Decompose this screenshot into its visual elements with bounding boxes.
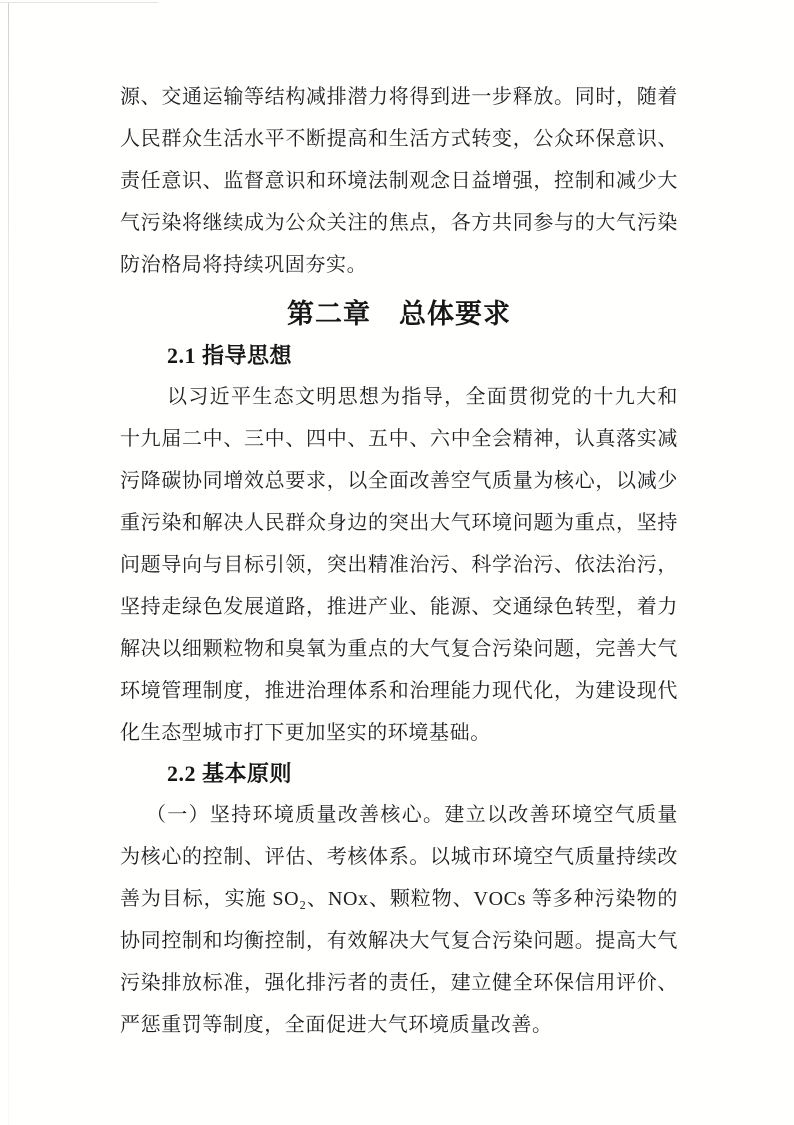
scan-edge-left-artifact bbox=[8, 3, 9, 1125]
section-heading-2-1: 2.1 指导思想 bbox=[167, 343, 293, 368]
section-2-1-paragraph: 以习近平生态文明思想为指导，全面贯彻党的十九大和十九届二中、三中、四中、五中、六中全会精神，认真落实减污降碳协同增效总要求，以全面改善空气质量为核心，以减少重污染和解决人民群众身边的突出大气环境问题为重点，坚持问题导向与目标引领，突出精准治污、科学治污、依法治污，坚持走绿色发展道路，推进产业、能源、交通绿色转型，着力解决以细颗粒物和臭氧为重点的大气复合污染问题，完善大气环境管理制度，推进治理体系和治理能力现代化，为建设现代化生态型城市打下更加坚实的环境基础。 bbox=[120, 386, 678, 744]
continuation-paragraph: 源、交通运输等结构减排潜力将得到进一步释放。同时，随着人民群众生活水平不断提高和生活方式转变，公众环保意识、责任意识、监督意识和环境法制观念日益增强，控制和减少大气污染将继续成为公众关注的焦点，各方共同参与的大气污染防治格局将持续巩固夯实。 bbox=[120, 86, 678, 276]
section-2-2-paragraph: （一）坚持环境质量改善核心。建立以改善环境空气质量为核心的控制、评估、考核体系。以城市环境空气质量持续改善为目标，实施 SO₂、NOx、颗粒物、VOCs 等多种污染物的协同控制和均衡控制，有效解决大气复合污染问题。提高大气污染排放标准，强化排污者的责任，建立健全环保信用评价、严惩重罚等制度，全面促进大气环境质量改善。 bbox=[120, 804, 678, 1036]
chapter-title: 第二章 总体要求 bbox=[287, 299, 511, 329]
section-heading-2-2: 2.2 基本原则 bbox=[167, 761, 293, 786]
scan-edge-top-artifact bbox=[0, 2, 158, 3]
page-content bbox=[120, 76, 678, 1046]
